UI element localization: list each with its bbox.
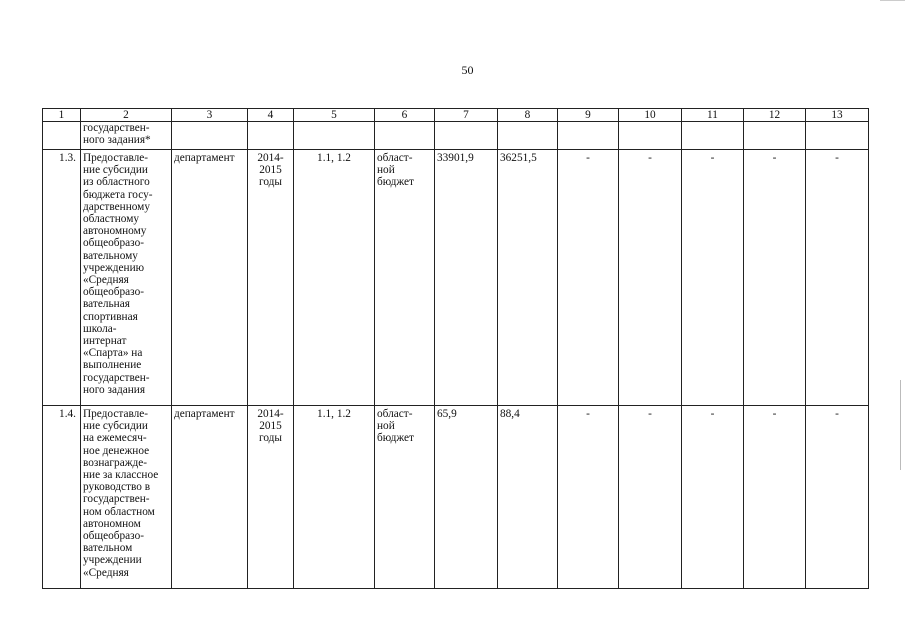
amount-col9: - xyxy=(558,150,619,406)
header-cell: 4 xyxy=(248,109,294,122)
indicators: 1.1, 1.2 xyxy=(294,150,375,406)
amount-col11: - xyxy=(682,406,744,589)
header-cell: 7 xyxy=(435,109,498,122)
amount-col12: - xyxy=(744,406,806,589)
amount-col13: - xyxy=(806,406,869,589)
page-number: 50 xyxy=(461,63,474,77)
funding-source: област- ной бюджет xyxy=(375,406,435,589)
amount-col7: 33901,9 xyxy=(435,150,498,406)
amount-col10: - xyxy=(619,150,682,406)
budget-table xyxy=(42,108,869,589)
header-cell: 3 xyxy=(172,109,248,122)
header-cell: 11 xyxy=(682,109,744,122)
header-cell: 9 xyxy=(558,109,619,122)
amount-col12: - xyxy=(744,150,806,406)
executor: департамент xyxy=(172,406,248,589)
header-cell: 2 xyxy=(81,109,172,122)
header-row xyxy=(43,109,869,122)
amount-col10: - xyxy=(619,406,682,589)
period: 2014- 2015 годы xyxy=(248,406,294,589)
header-cell: 6 xyxy=(375,109,435,122)
header-cell: 12 xyxy=(744,109,806,122)
funding-source: област- ной бюджет xyxy=(375,150,435,406)
header-cell: 10 xyxy=(619,109,682,122)
table-row xyxy=(43,406,869,589)
amount-col11: - xyxy=(682,150,744,406)
header-cell: 8 xyxy=(498,109,558,122)
scan-artifact xyxy=(900,380,901,470)
row-number: 1.4. xyxy=(43,406,81,589)
amount-col13: - xyxy=(806,150,869,406)
amount-col7: 65,9 xyxy=(435,406,498,589)
amount-col8: 88,4 xyxy=(498,406,558,589)
executor: департамент xyxy=(172,150,248,406)
activity-name: Предоставле- ние субсидии из областного бюджета госу- дарственному областному автономному общеобразо- вательному учреждению «Средняя общеобразо- вательная спортивная школа- интернат «Спарта» на выполнение государствен- ного задания xyxy=(81,150,172,406)
header-cell: 13 xyxy=(806,109,869,122)
activity-name: Предоставле- ние субсидии на ежемесяч- ное денежное вознагражде- ние за классное руководство в государствен- ном областном автономном общеобразо- вательном учреждении «Средняя xyxy=(81,406,172,589)
continuation-row xyxy=(43,122,869,150)
table-row xyxy=(43,150,869,406)
row-number: 1.3. xyxy=(43,150,81,406)
header-cell: 1 xyxy=(43,109,81,122)
amount-col8: 36251,5 xyxy=(498,150,558,406)
header-cell: 5 xyxy=(294,109,375,122)
amount-col9: - xyxy=(558,406,619,589)
activity-name: государствен- ного задания* xyxy=(81,122,172,150)
indicators: 1.1, 1.2 xyxy=(294,406,375,589)
scan-artifact xyxy=(880,0,905,1)
period: 2014- 2015 годы xyxy=(248,150,294,406)
